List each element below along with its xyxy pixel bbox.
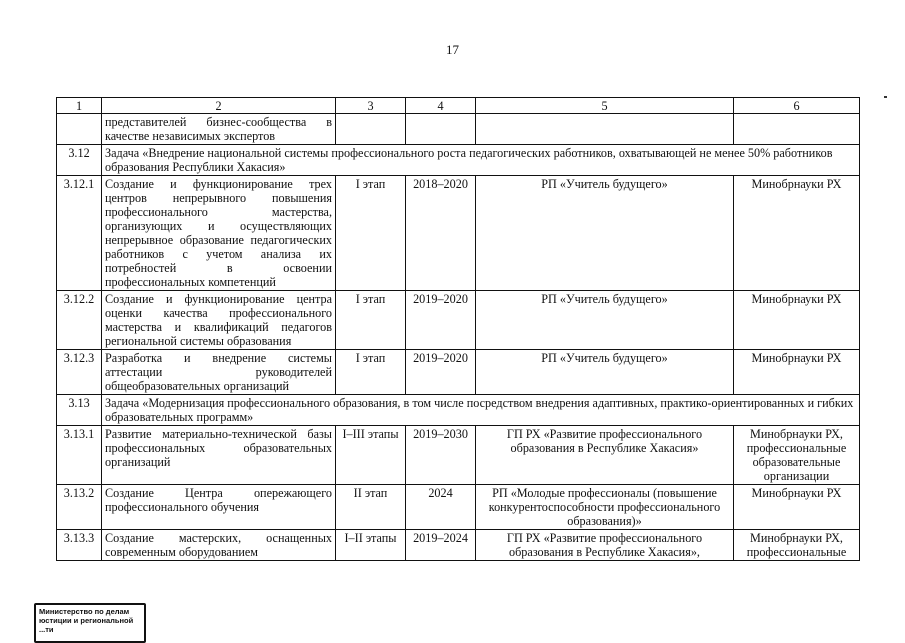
column-header: 6 [734, 98, 860, 114]
table-row [57, 176, 860, 291]
executor-cell: Минобрнауки РХ, профессиональные образовательные организации [734, 426, 860, 485]
activity-cell: Создание мастерских, оснащенных современным оборудованием [102, 530, 336, 561]
period-cell: 2019–2024 [406, 530, 476, 561]
row-number-cell: 3.12 [57, 145, 102, 176]
stage-cell: I этап [336, 350, 406, 395]
column-header: 2 [102, 98, 336, 114]
table-row [57, 114, 860, 145]
column-header: 1 [57, 98, 102, 114]
project-cell: РП «Учитель будущего» [476, 291, 734, 350]
task-row [57, 395, 860, 426]
period-cell: 2019–2030 [406, 426, 476, 485]
activity-cell: Разработка и внедрение системы аттестации руководителей общеобразовательных организаций [102, 350, 336, 395]
table-row [57, 426, 860, 485]
column-header: 5 [476, 98, 734, 114]
task-title-cell: Задача «Модернизация профессионального образования, в том числе посредством внедрения адаптивных, практико-ориентированных и гибких образовательных программ» [102, 395, 860, 426]
stage-cell: II этап [336, 485, 406, 530]
stamp-line: ...ти [39, 625, 54, 634]
period-cell: 2019–2020 [406, 291, 476, 350]
page-number: 17 [446, 42, 459, 57]
project-cell [476, 114, 734, 145]
activity-cell: Создание и функционирование трех центров непрерывного повышения профессионального мастерства, организующих и осуществляющих непрерывное образование педагогических работников с учетом анализа их потребностей в освоении профессиональных компетенций [102, 176, 336, 291]
column-header: 4 [406, 98, 476, 114]
period-cell: 2024 [406, 485, 476, 530]
table-row [57, 350, 860, 395]
row-number-cell: 3.12.3 [57, 350, 102, 395]
executor-cell: Минобрнауки РХ [734, 291, 860, 350]
stage-cell [336, 114, 406, 145]
activity-cell: Развитие материально-технической базы профессиональных образовательных организаций [102, 426, 336, 485]
project-cell: ГП РХ «Развитие профессионального образования в Республике Хакасия» [476, 426, 734, 485]
stamp-line: юстиции и региональной [39, 616, 134, 625]
executor-cell: Минобрнауки РХ [734, 176, 860, 291]
stage-cell: I–III этапы [336, 426, 406, 485]
row-number-cell: 3.13.1 [57, 426, 102, 485]
stamp-line: Министерство по делам [39, 607, 130, 616]
stage-cell: I этап [336, 176, 406, 291]
row-number-cell [57, 114, 102, 145]
margin-mark [884, 96, 887, 98]
executor-cell: Минобрнауки РХ [734, 485, 860, 530]
table-header-row [57, 98, 860, 114]
activity-cell: представителей бизнес-сообщества в качестве независимых экспертов [102, 114, 336, 145]
period-cell [406, 114, 476, 145]
activity-cell: Создание и функционирование центра оценки качества профессионального мастерства и квалификаций педагогов региональной системы образования [102, 291, 336, 350]
table-row [57, 485, 860, 530]
project-cell: ГП РХ «Развитие профессионального образования в Республике Хакасия», [476, 530, 734, 561]
project-cell: РП «Учитель будущего» [476, 176, 734, 291]
registration-stamp [34, 603, 146, 643]
executor-cell [734, 114, 860, 145]
table-row [57, 291, 860, 350]
row-number-cell: 3.12.1 [57, 176, 102, 291]
row-number-cell: 3.13 [57, 395, 102, 426]
project-cell: РП «Молодые профессионалы (повышение конкурентоспособности профессионального образования)» [476, 485, 734, 530]
row-number-cell: 3.13.2 [57, 485, 102, 530]
executor-cell: Минобрнауки РХ [734, 350, 860, 395]
activity-cell: Создание Центра опережающего профессионального обучения [102, 485, 336, 530]
table-row [57, 530, 860, 561]
plan-table [56, 97, 860, 561]
period-cell: 2019–2020 [406, 350, 476, 395]
period-cell: 2018–2020 [406, 176, 476, 291]
executor-cell: Минобрнауки РХ, профессиональные [734, 530, 860, 561]
row-number-cell: 3.13.3 [57, 530, 102, 561]
stage-cell: I этап [336, 291, 406, 350]
task-row [57, 145, 860, 176]
task-title-cell: Задача «Внедрение национальной системы профессионального роста педагогических работников, охватывающей не менее 50% работников образования Республики Хакасия» [102, 145, 860, 176]
stage-cell: I–II этапы [336, 530, 406, 561]
column-header: 3 [336, 98, 406, 114]
row-number-cell: 3.12.2 [57, 291, 102, 350]
project-cell: РП «Учитель будущего» [476, 350, 734, 395]
